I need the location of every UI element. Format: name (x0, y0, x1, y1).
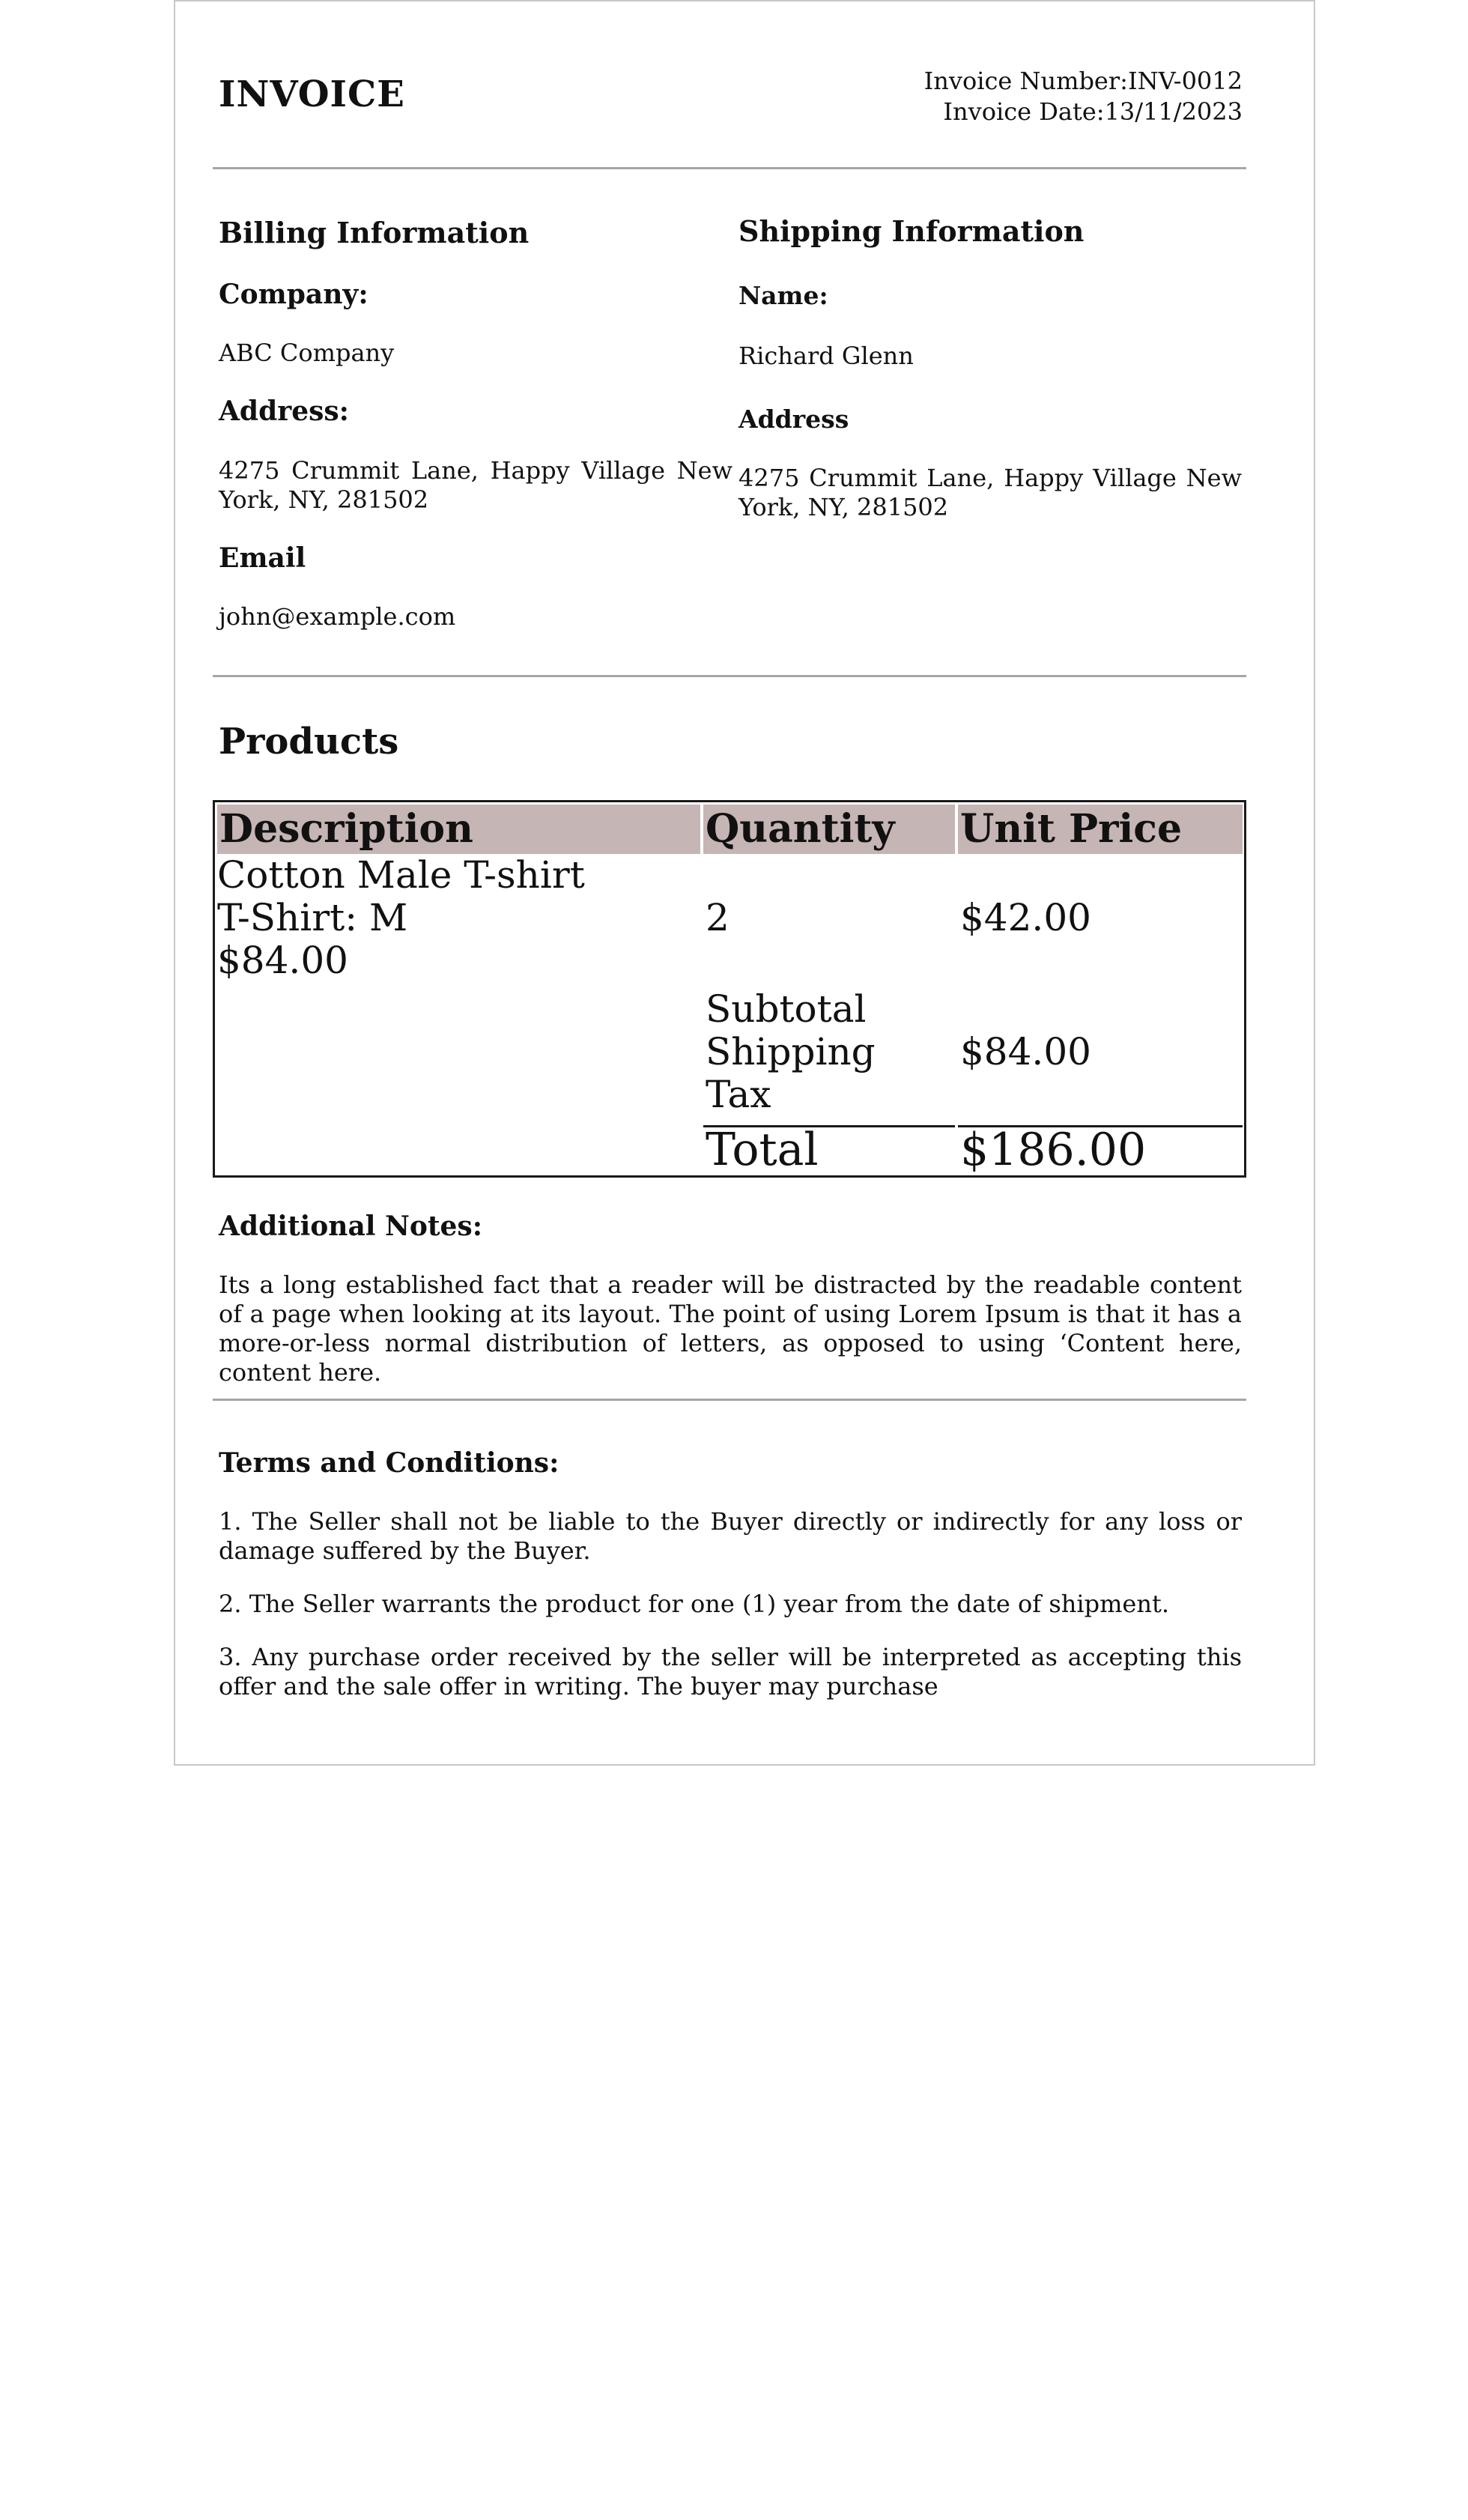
divider-notes (213, 1399, 1246, 1401)
shipping-name: Richard Glenn (738, 342, 914, 370)
billing-company: ABC Company (219, 339, 395, 367)
column-header-unit-price: Unit Price (958, 805, 1243, 854)
summary-value: $84.00 (960, 1030, 1091, 1073)
notes-heading: Additional Notes: (219, 1211, 482, 1242)
subtotal-label: Subtotal (706, 987, 867, 1031)
column-header-quantity: Quantity (703, 805, 955, 854)
total-label: Total (706, 1124, 819, 1176)
total-value: $186.00 (960, 1124, 1147, 1176)
item-unit-price: $42.00 (960, 896, 1091, 939)
products-heading: Products (219, 721, 399, 763)
products-table (213, 800, 1246, 1178)
invoice-meta (924, 66, 1243, 127)
shipping-address: 4275 Crummit Lane, Happy Village New York, NY, 281502 (738, 464, 1242, 521)
column-header-description: Description (217, 805, 700, 854)
invoice-title: INVOICE (219, 73, 405, 115)
billing-company-label: Company: (219, 279, 368, 310)
item-description-cell (217, 854, 585, 982)
invoice-date-line (924, 97, 1243, 127)
invoice-number: INV-0012 (1127, 67, 1243, 95)
invoice-date-label: Invoice Date: (943, 97, 1105, 126)
invoice-number-line (924, 66, 1243, 97)
item-quantity: 2 (706, 896, 730, 939)
divider-header (213, 167, 1246, 169)
summary-labels (706, 988, 876, 1116)
item-variant: T-Shirt: M (217, 896, 408, 939)
billing-heading: Billing Information (219, 216, 530, 249)
terms-item-3: 3. Any purchase order received by the seller will be interpreted as accepting this offer and the sale offer in writing. The buyer may purchase (219, 1643, 1242, 1700)
billing-email-label: Email (219, 542, 306, 574)
terms-item-2: 2. The Seller warrants the product for one (1) year from the date of shipment. (219, 1590, 1169, 1618)
item-name: Cotton Male T-shirt (217, 853, 585, 897)
billing-address-label: Address: (219, 396, 349, 427)
billing-email: john@example.com (219, 602, 456, 631)
notes-text: Its a long established fact that a reader will be distracted by the readable content of a page when looking at its layout. The point of using Lorem Ipsum is that it has a more-or-less normal distribution of letters, as opposed to using ‘Content here, content here. (219, 1270, 1242, 1387)
shipping-heading: Shipping Information (738, 214, 1085, 248)
tax-label: Tax (706, 1073, 771, 1116)
terms-item-1: 1. The Seller shall not be liable to the Buyer directly or indirectly for any loss or damage suffered by the Buyer. (219, 1507, 1242, 1565)
divider-addresses (213, 675, 1246, 677)
shipping-name-label: Name: (738, 281, 828, 310)
billing-address: 4275 Crummit Lane, Happy Village New York, NY, 281502 (219, 456, 733, 514)
invoice-date: 13/11/2023 (1104, 97, 1243, 126)
invoice-number-label: Invoice Number: (923, 67, 1128, 95)
shipping-cost-label: Shipping (706, 1030, 876, 1073)
invoice-page (174, 0, 1315, 1766)
shipping-address-label: Address (738, 405, 849, 434)
terms-heading: Terms and Conditions: (219, 1447, 559, 1479)
item-line-total: $84.00 (217, 939, 348, 982)
